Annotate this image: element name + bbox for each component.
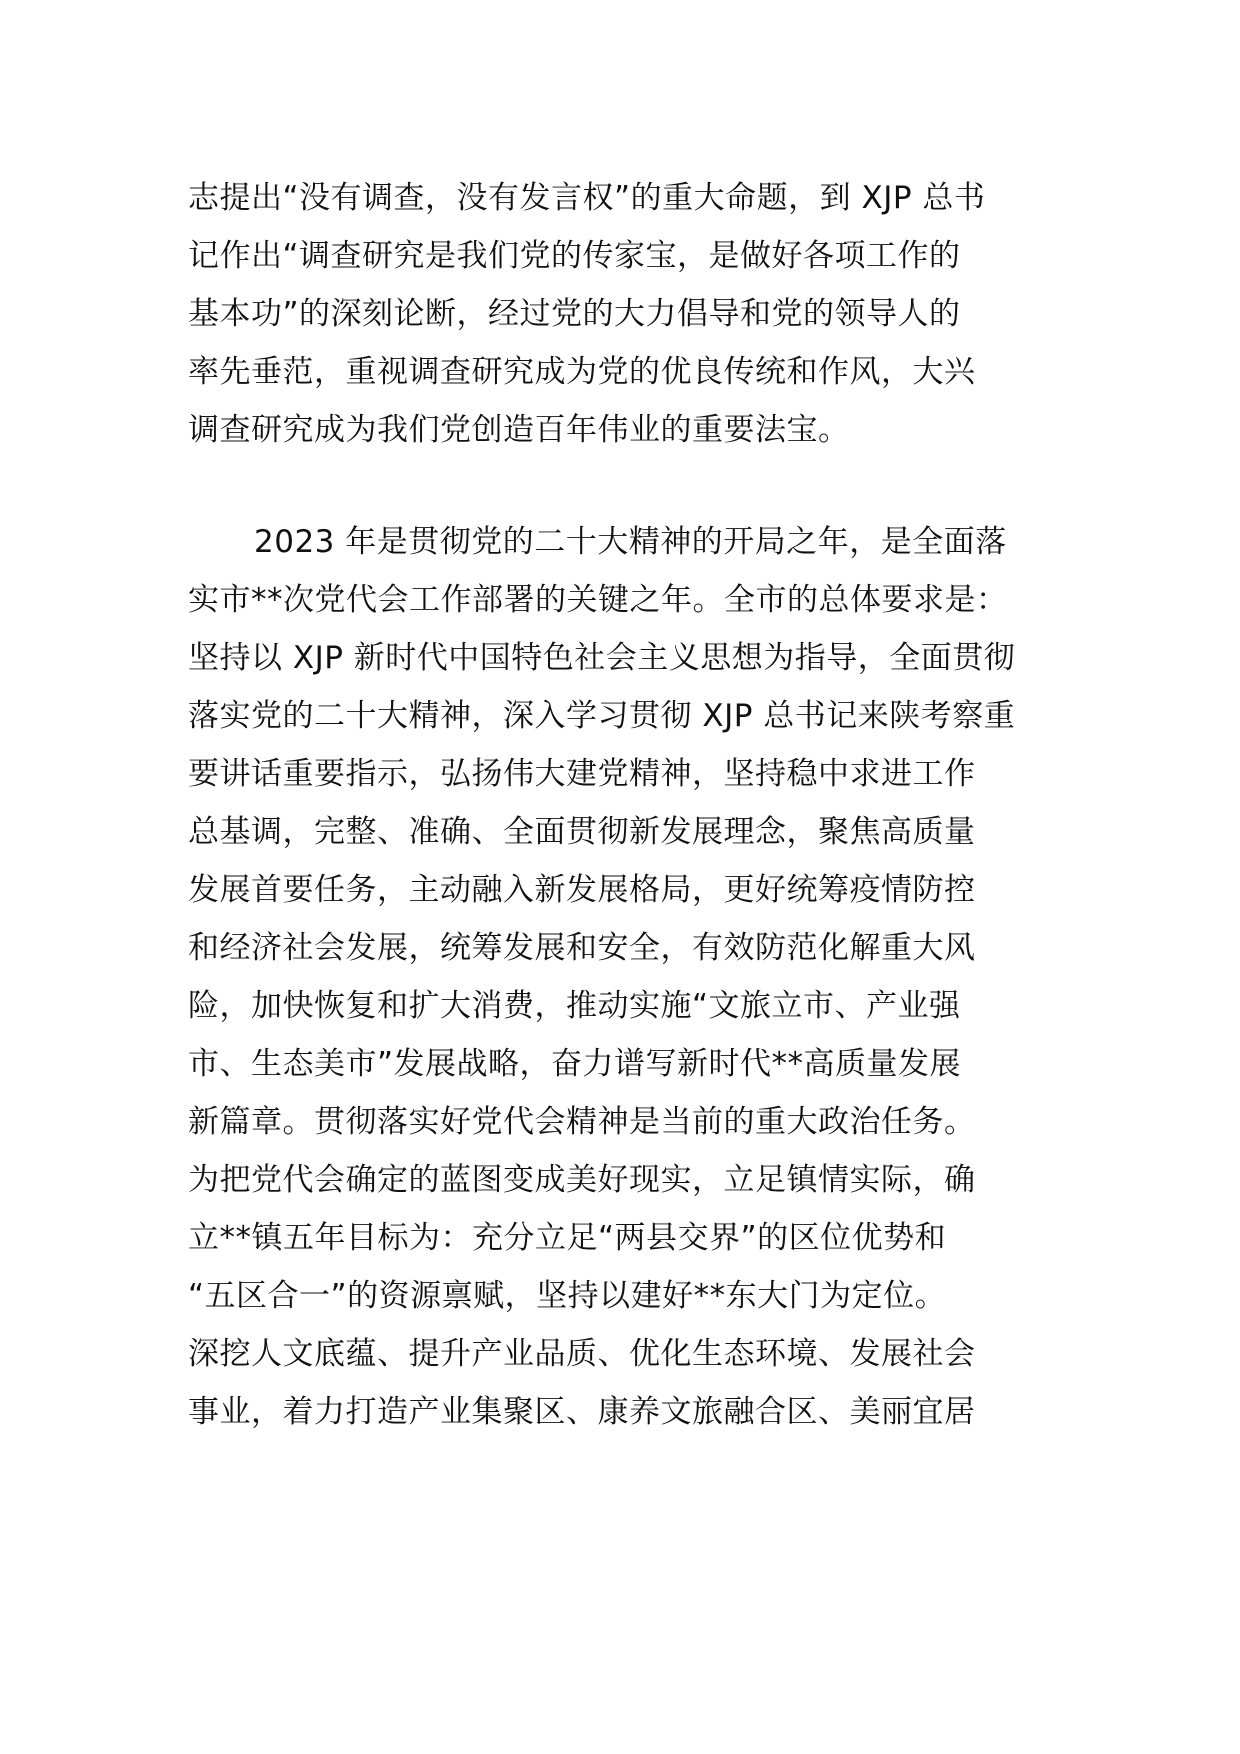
paragraph-2-line-8: 和经济社会发展，统筹发展和安全，有效防范化解重大风 bbox=[188, 930, 976, 966]
paragraph-1-line-1: 志提出“没有调查，没有发言权”的重大命题，到 XJP 总书 bbox=[188, 180, 986, 216]
paragraph-2-line-6: 总基调，完整、准确、全面贯彻新发展理念，聚焦高质量 bbox=[188, 814, 976, 850]
paragraph-2-line-4: 落实党的二十大精神，深入学习贯彻 XJP 总书记来陕考察重 bbox=[188, 698, 1016, 734]
paragraph-1-line-3: 基本功”的深刻论断，经过党的大力倡导和党的领导人的 bbox=[188, 296, 961, 332]
paragraph-2-line-5: 要讲话重要指示，弘扬伟大建党精神，坚持稳中求进工作 bbox=[188, 756, 976, 792]
paragraph-2-line-14: “五区合一”的资源禀赋，坚持以建好**东大门为定位。 bbox=[188, 1278, 947, 1314]
paragraph-2-line-13: 立**镇五年目标为：充分立足“两县交界”的区位优势和 bbox=[188, 1220, 947, 1256]
paragraph-2-line-10: 市、生态美市”发展战略，奋力谱写新时代**高质量发展 bbox=[188, 1046, 962, 1082]
paragraph-2-line-16: 事业，着力打造产业集聚区、康养文旅融合区、美丽宜居 bbox=[188, 1394, 976, 1430]
paragraph-1-line-2: 记作出“调查研究是我们党的传家宝，是做好各项工作的 bbox=[188, 238, 961, 274]
paragraph-2-line-2: 实市**次党代会工作部署的关键之年。全市的总体要求是： bbox=[188, 582, 1008, 618]
paragraph-2-line-7: 发展首要任务，主动融入新发展格局，更好统筹疫情防控 bbox=[188, 872, 976, 908]
paragraph-1-line-4: 率先垂范，重视调查研究成为党的优良传统和作风，大兴 bbox=[188, 354, 976, 390]
paragraph-2-line-3: 坚持以 XJP 新时代中国特色社会主义思想为指导，全面贯彻 bbox=[188, 640, 1016, 676]
paragraph-2-line-12: 为把党代会确定的蓝图变成美好现实，立足镇情实际，确 bbox=[188, 1162, 976, 1198]
paragraph-2-line-1: 2023 年是贯彻党的二十大精神的开局之年，是全面落 bbox=[254, 524, 1007, 560]
paragraph-2-line-15: 深挖人文底蕴、提升产业品质、优化生态环境、发展社会 bbox=[188, 1336, 976, 1372]
paragraph-1-line-5: 调查研究成为我们党创造百年伟业的重要法宝。 bbox=[188, 412, 850, 448]
paragraph-2-line-9: 险，加快恢复和扩大消费，推动实施“文旅立市、产业强 bbox=[188, 988, 961, 1024]
paragraph-2-line-11: 新篇章。贯彻落实好党代会精神是当前的重大政治任务。 bbox=[188, 1104, 976, 1140]
